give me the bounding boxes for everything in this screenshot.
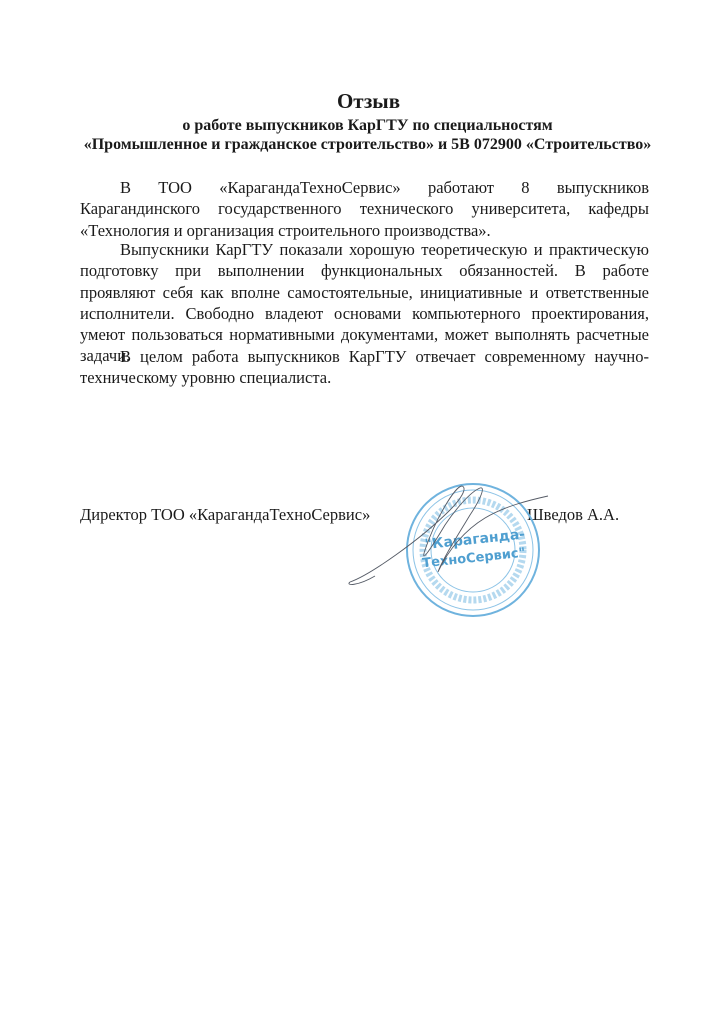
stamp-text-line2: ТехноСервис" (421, 545, 527, 572)
paragraph-3: В целом работа выпускников КарГТУ отвечает современному научно-техническому уровню специалиста. (80, 347, 649, 388)
signatory-position: Директор ТОО «КарагандаТехноСервис» (80, 505, 371, 524)
document-subtitle-line1: о работе выпускников КарГТУ по специальностям (182, 117, 553, 134)
paragraph-1: В ТОО «КарагандаТехноСервис» работают 8 выпускников Карагандинского государственного технического университета, кафедры «Технология и организация строительного производства». (80, 178, 649, 240)
document-title: Отзыв (336, 89, 401, 113)
signatory-name: Шведов А.А. (527, 505, 620, 524)
stamp-text-line1: "Караганда- (424, 526, 526, 553)
document-subtitle-line2: «Промышленное и гражданское строительство» и 5В 072900 «Строительство» (83, 136, 652, 153)
paragraph-2: Выпускники КарГТУ показали хорошую теоретическую и практическую подготовку при выполнении функциональных обязанностей. В работе проявляют себя как вполне самостоятельные, инициативные и ответственные исполнители. Свободно владеют основами компьютерного проектирования, умеют пользоваться нормативными документами, может выполнять расчетные задачи. (80, 240, 649, 366)
handwritten-signature-icon (330, 480, 580, 590)
